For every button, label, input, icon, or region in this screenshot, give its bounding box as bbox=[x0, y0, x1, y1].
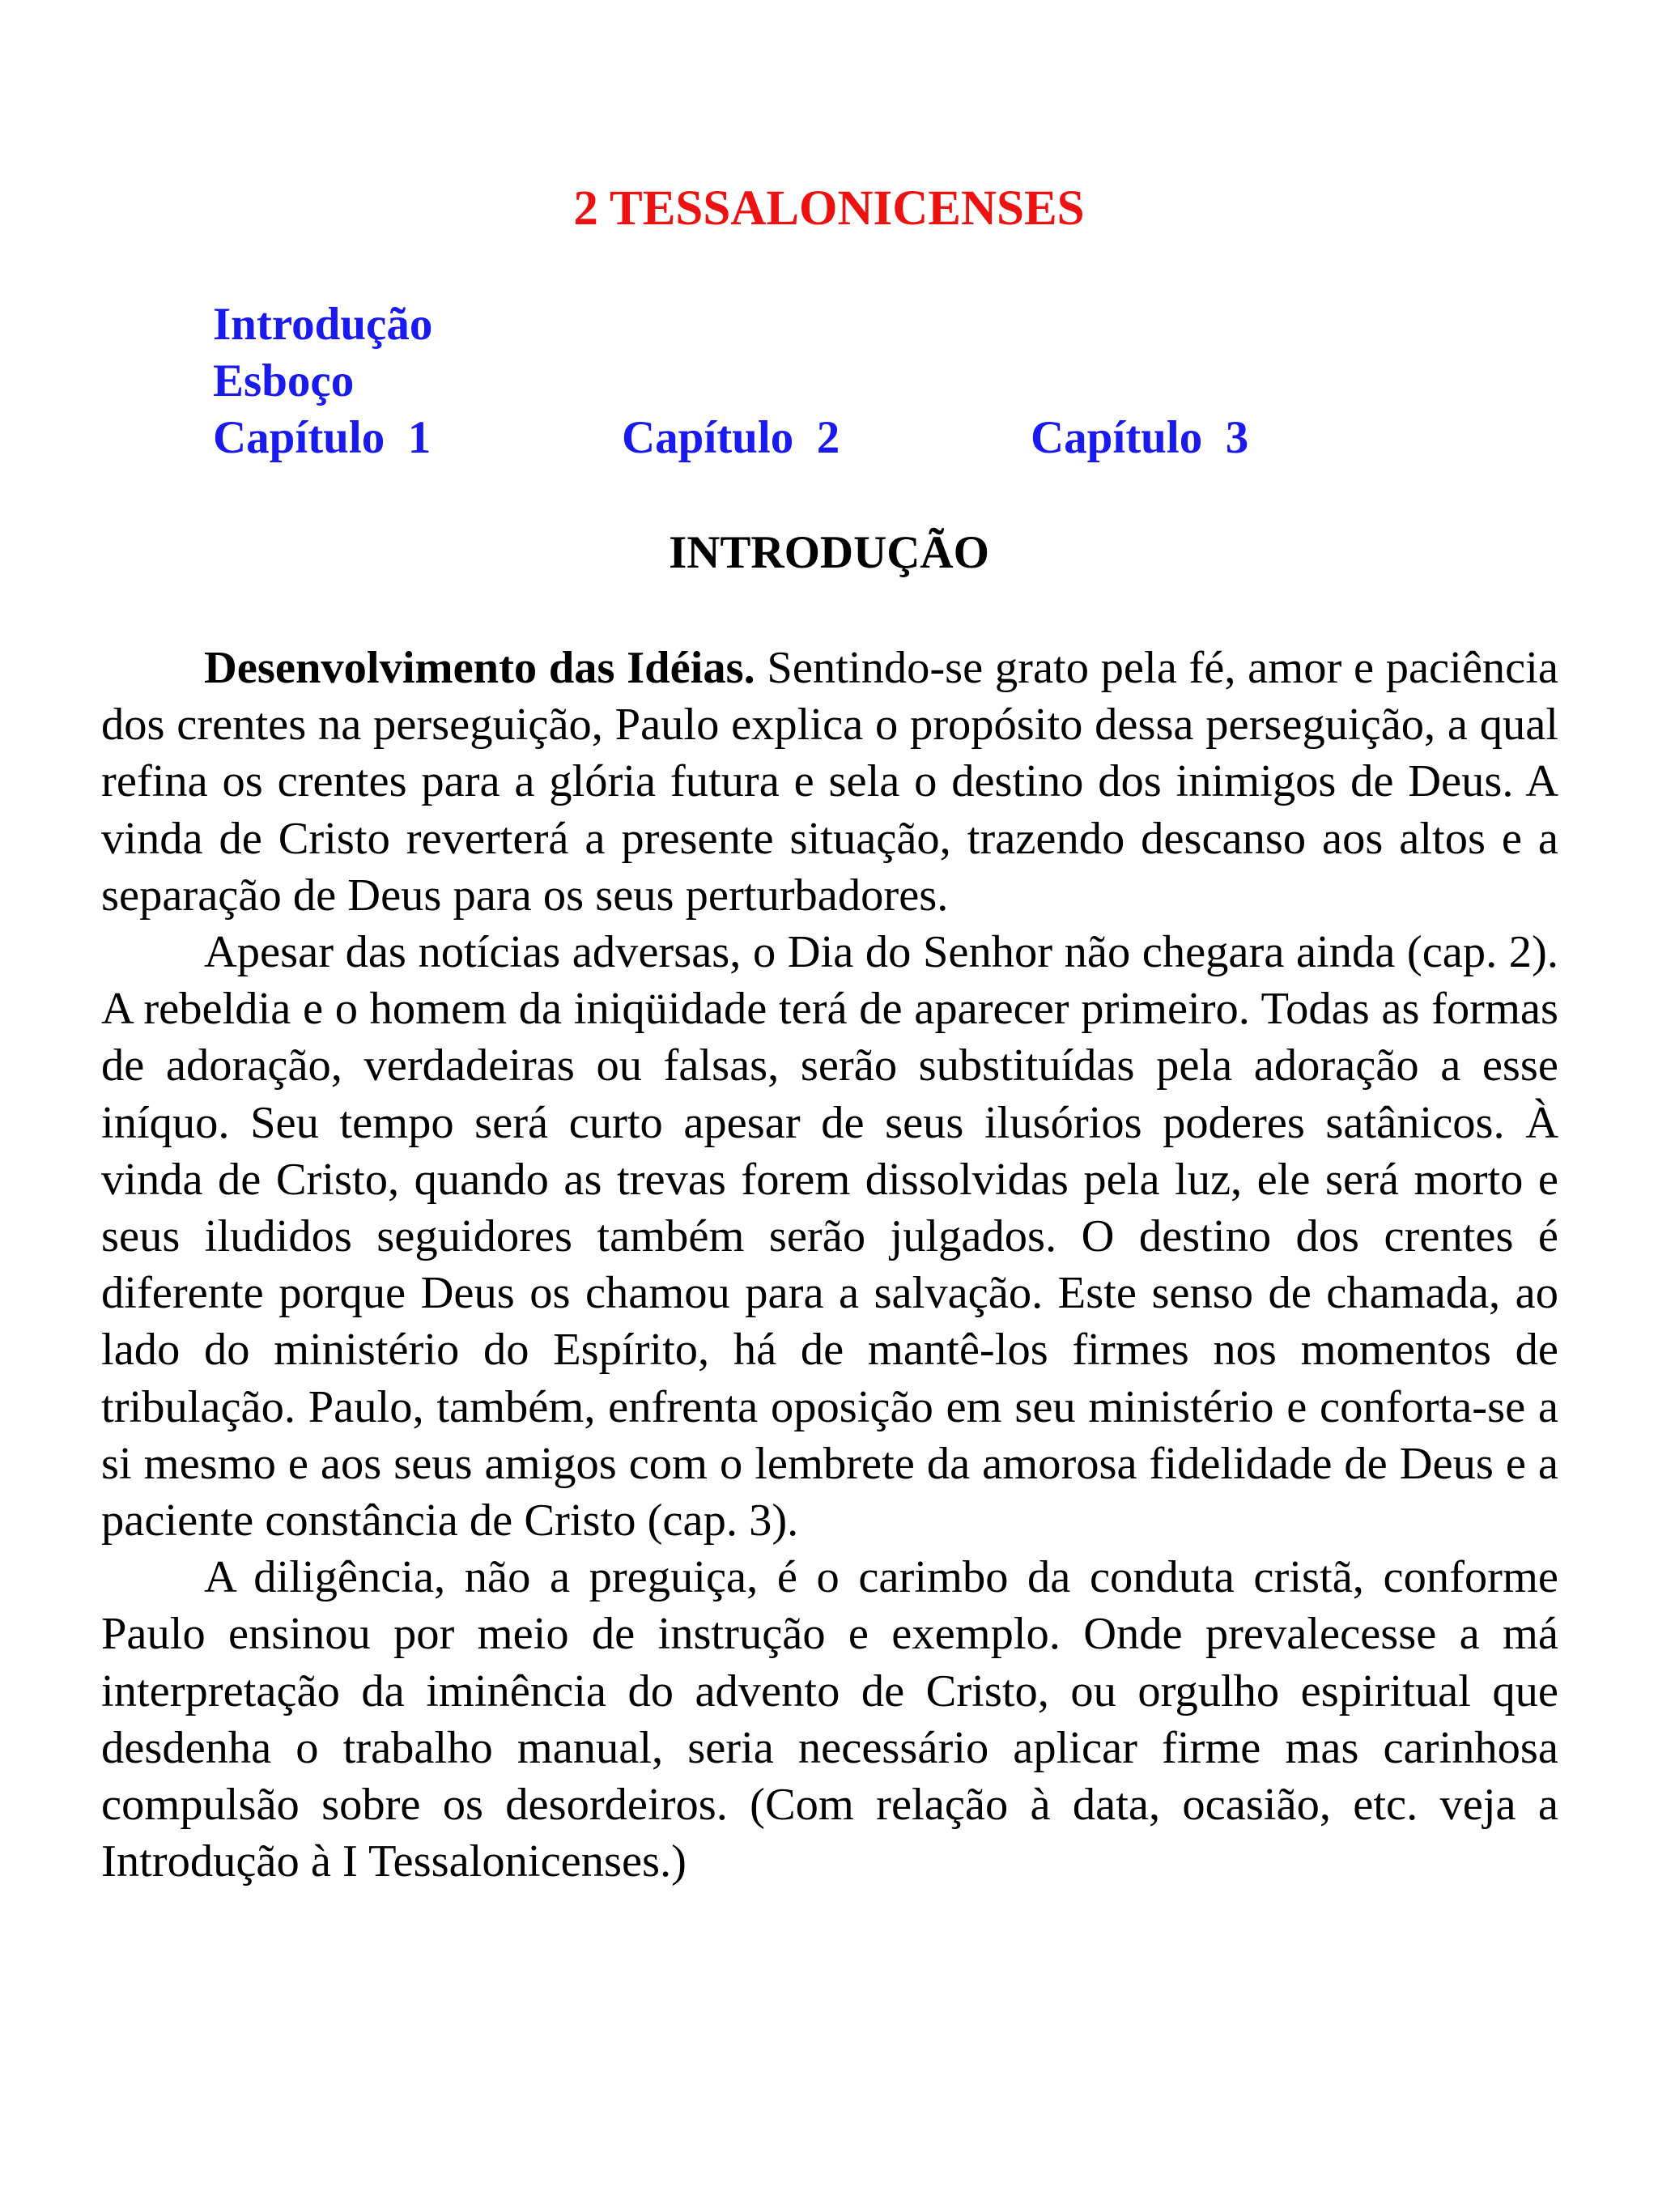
paragraph-1-text: Sentindo-se grato pela fé, amor e paciência dos crentes na perseguição, Paulo explica o propósito dessa perseguição, a qual refina os crentes para a glória futura e sela o destino dos inimigos de Deus. A vinda de Cristo reverterá a presente situação, trazendo descanso aos altos e a separação de Deus para os seus perturbadores. bbox=[101, 643, 1558, 921]
introduction-body bbox=[101, 640, 1558, 1890]
nav-row-esboco bbox=[213, 353, 1248, 410]
chapter-3-cell bbox=[1031, 410, 1248, 466]
chapter-1-cell bbox=[213, 410, 622, 466]
link-capitulo-3[interactable]: Capítulo 3 bbox=[1031, 412, 1249, 463]
paragraph-1 bbox=[101, 640, 1558, 924]
chapter-navigation bbox=[213, 296, 1248, 466]
nav-row-chapters bbox=[213, 410, 1248, 466]
chapter-2-cell bbox=[622, 410, 1031, 466]
paragraph-2: Apesar das notícias adversas, o Dia do Senhor não chegara ainda (cap. 2). A rebeldia e o homem da iniqüidade terá de aparecer primeiro. Todas as formas de adoração, verdadeiras ou falsas, serão substituídas pela adoração a esse iníquo. Seu tempo será curto apesar de seus ilusórios poderes satânicos. À vinda de Cristo, quando as trevas forem dissolvidas pela luz, ele será morto e seus iludidos seguidores também serão julgados. O destino dos crentes é diferente porque Deus os chamou para a salvação. Este senso de chamada, ao lado do ministério do Espírito, há de mantê-los firmes nos momentos de tribulação. Paulo, também, enfrenta oposição em seu ministério e conforta-se a si mesmo e aos seus amigos com o lembrete da amorosa fidelidade de Deus e a paciente constância de Cristo (cap. 3). bbox=[101, 927, 1558, 1546]
link-capitulo-2[interactable]: Capítulo 2 bbox=[622, 412, 840, 463]
paragraph-1-lead: Desenvolvimento das Idéias. bbox=[204, 643, 755, 693]
section-heading-introducao: INTRODUÇÃO bbox=[669, 527, 989, 578]
link-introducao[interactable]: Introdução bbox=[213, 299, 433, 350]
nav-row-introducao bbox=[213, 296, 1248, 353]
link-capitulo-1[interactable]: Capítulo 1 bbox=[213, 412, 432, 463]
link-esboco[interactable]: Esboço bbox=[213, 355, 355, 406]
document-title: 2 TESSALONICENSES bbox=[573, 181, 1085, 236]
paragraph-3: A diligência, não a preguiça, é o carimbo da conduta cristã, conforme Paulo ensinou por meio de instrução e exemplo. Onde prevalecesse a má interpretação da iminência do advento de Cristo, ou orgulho espiritual que desdenha o trabalho manual, seria necessário aplicar firme mas carinhosa compulsão sobre os desordeiros. (Com relação à data, ocasião, etc. veja a Introdução à I Tessalonicenses.) bbox=[101, 1552, 1558, 1887]
